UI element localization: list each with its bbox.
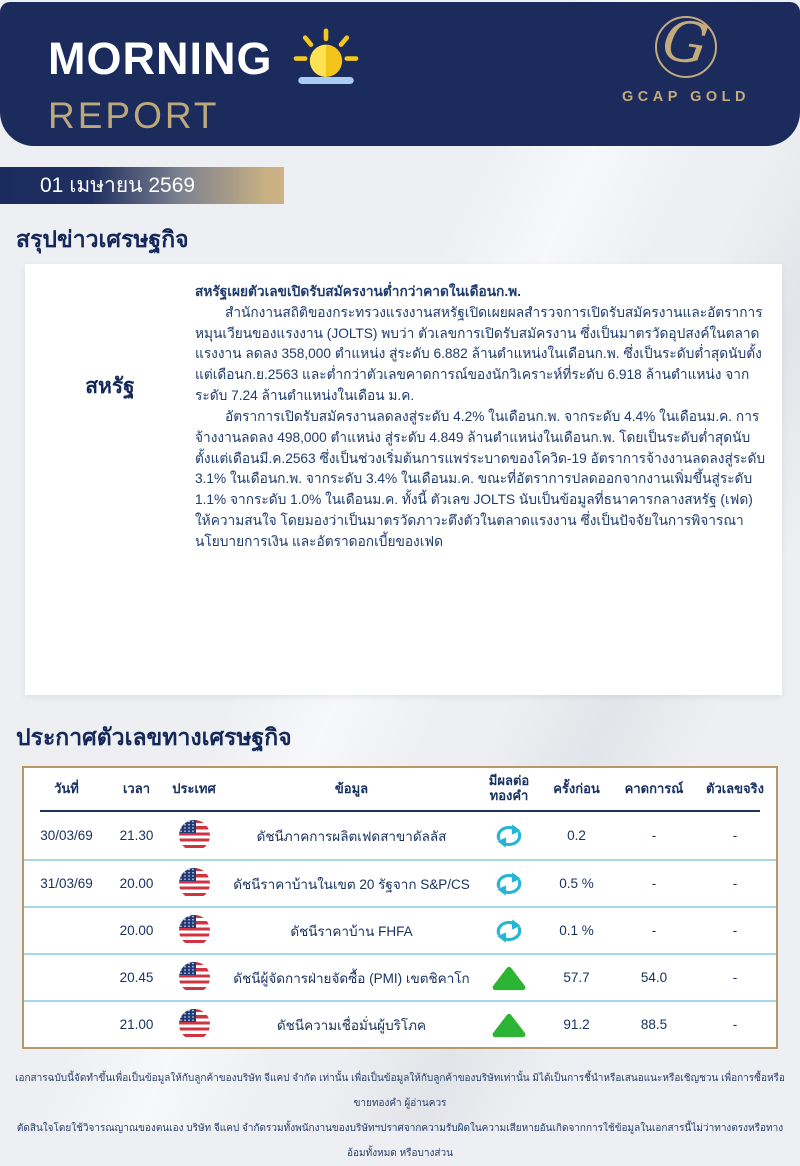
cell-country — [164, 915, 224, 946]
refresh-icon — [492, 870, 526, 898]
us-flag-icon — [179, 1009, 210, 1040]
cell-gold-effect — [479, 1010, 539, 1040]
cell-gold-effect — [479, 963, 539, 993]
cell-previous: 57.7 — [563, 970, 590, 985]
news-section-title: สรุปข่าวเศรษฐกิจ — [16, 226, 189, 252]
calendar-section-title: ประกาศตัวเลขทางเศรษฐกิจ — [16, 724, 292, 750]
us-flag-icon — [179, 962, 210, 993]
news-body — [195, 264, 782, 695]
gcap-monogram-letter: G — [658, 7, 713, 79]
cell-time: 21.00 — [119, 1017, 154, 1032]
column-header-time: เวลา — [122, 780, 150, 796]
news-paragraph-1: สำนักงานสถิติของกระทรวงแรงงานสหรัฐเปิดเผยผลสำรวจการเปิดรับสมัครงานและอัตราการหมุนเวียนของแรงงาน (JOLTS) พบว่า ตัวเลขการเปิดรับสมัครงาน ซึ่งเป็นมาตรวัดอุปสงค์ในตลาดแรงงาน ลดลง 358,000 ตำแหน่ง สู่ระดับ 6.882 ล้านตำแหน่งในเดือนก.พ. ซึ่งเป็นระดับต่ำสุดนับตั้งแต่เดือนก.ย.2563 และต่ำกว่าตัวเลขคาดการณ์ของนักวิเคราะห์ที่ระดับ 6.918 ล้านตำแหน่ง จากระดับ 7.24 ล้านตำแหน่งในเดือน ม.ค. — [195, 304, 763, 404]
report-title-line2: REPORT — [48, 95, 220, 136]
cell-previous: 0.5 % — [559, 876, 594, 891]
cell-event: ดัชนีความเชื่อมั่นผู้บริโภค — [276, 1017, 427, 1033]
gcap-monogram-icon — [655, 7, 717, 79]
cell-actual: - — [732, 828, 738, 843]
cell-date: 30/03/69 — [40, 828, 93, 843]
country-label: สหรัฐ — [85, 375, 135, 398]
refresh-icon — [492, 917, 526, 945]
report-title-line1: MORNING — [48, 32, 273, 84]
cell-forecast: - — [651, 876, 657, 891]
disclaimer — [10, 1066, 790, 1166]
cell-forecast: - — [651, 828, 657, 843]
cell-gold-effect — [479, 917, 539, 945]
cell-previous: 0.1 % — [559, 923, 594, 938]
sunrise-icon — [289, 26, 363, 91]
cell-event: ดัชนีราคาบ้าน FHFA — [290, 923, 413, 939]
cell-gold-effect — [479, 822, 539, 850]
table-row — [24, 859, 776, 906]
us-flag-icon — [179, 820, 210, 851]
cell-time: 20.00 — [119, 876, 154, 891]
cell-event: ดัชนีภาคการผลิตเฟดสาขาดัลลัส — [256, 828, 447, 844]
column-header-country: ประเทศ — [172, 780, 216, 796]
header-banner — [0, 2, 800, 146]
us-flag-icon — [179, 868, 210, 899]
report-title — [48, 26, 363, 137]
cell-actual: - — [732, 876, 738, 891]
economic-calendar-table — [22, 766, 778, 1049]
news-paragraph-2: อัตราการเปิดรับสมัครงานลดลงสู่ระดับ 4.2% ในเดือนก.พ. จากระดับ 4.4% ในเดือนม.ค. การจ้างงานลดลง 498,000 ตำแหน่ง สู่ระดับ 4.849 ล้านตำแหน่งในเดือนก.พ. โดยเป็นระดับต่ำสุดนับตั้งแต่เดือนมี.ค.2563 ซึ่งเป็นช่วงเริ่มต้นการแพร่ระบาดของโควิด-19 อัตราการจ้างงานลดลงสู่ระดับ 3.1% ในเดือนก.พ. จากระดับ 3.4% ในเดือนม.ค. ขณะที่อัตราการปลดออกจากงานเพิ่มขึ้นสู่ระดับ 1.1% จากระดับ 1.0% ในเดือนม.ค. ทั้งนี้ ตัวเลข JOLTS นับเป็นข้อมูลที่ธนาคารกลางสหรัฐ (เฟด) ให้ความสนใจ โดยมองว่าเป็นมาตรวัดภาวะตึงตัวในตลาดแรงงาน ซึ่งเป็นปัจจัยในการพิจารณานโยบายการเงิน และอัตราดอกเบี้ยของเฟด — [195, 408, 766, 549]
gcap-logo — [598, 7, 774, 105]
disclaimer-line-2: ตัดสินใจโดยใช้วิจารณญาณของตนเอง บริษัท จีแคป จำกัดรวมทั้งพนักงานของบริษัทฯปราศจากความรับผิดในความเสียหายอันเกิดจากการใช้ข้อมูลในเอกสารนี้ไม่ว่าทางตรงหรือทางอ้อมทั้งหมด หรือบางส่วน — [16, 1123, 784, 1159]
column-header-forecast: คาดการณ์ — [624, 780, 684, 796]
us-flag-icon — [179, 915, 210, 946]
column-header-actual: ตัวเลขจริง — [706, 780, 764, 796]
cell-country — [164, 868, 224, 899]
date-bar — [0, 167, 284, 204]
column-header-event: ข้อมูล — [334, 780, 369, 796]
table-row — [24, 812, 776, 859]
cell-forecast: 88.5 — [640, 1017, 668, 1032]
news-headline: สหรัฐเผยตัวเลขเปิดรับสมัครงานต่ำกว่าคาดในเดือนก.พ. — [195, 284, 521, 299]
column-header-gold-effect: มีผลต่อ ทองคำ — [488, 773, 530, 803]
cell-forecast: 54.0 — [640, 970, 668, 985]
up-triangle-icon — [491, 1010, 527, 1040]
cell-country — [164, 962, 224, 993]
table-header — [24, 768, 776, 810]
cell-actual: - — [732, 970, 738, 985]
refresh-icon — [492, 822, 526, 850]
cell-event: ดัชนีราคาบ้านในเขต 20 รัฐจาก S&P/CS — [233, 876, 470, 892]
gcap-logo-text: GCAP GOLD — [621, 89, 751, 105]
table-body — [24, 812, 776, 1047]
cell-time: 21.30 — [119, 828, 154, 843]
column-header-previous: ครั้งก่อน — [553, 780, 600, 796]
news-country-column — [25, 264, 195, 695]
disclaimer-line-1: เอกสารฉบับนี้จัดทำขึ้นเพื่อเป็นข้อมูลให้กับลูกค้าของบริษัท จีแคป จำกัด เท่านั้น เพื่อเป็นข้อมูลให้กับลูกค้าของบริษัทเท่านั้น มิได้เป็นการชี้นำหรือเสนอแนะหรือเชิญชวน เพื่อการซื้อหรือขายทองคำ ผู้อ่านควร — [15, 1073, 785, 1109]
cell-time: 20.00 — [119, 923, 154, 938]
table-row — [24, 1000, 776, 1047]
news-card — [25, 264, 782, 695]
column-header-date: วันที่ — [54, 780, 79, 796]
report-date: 01 เมษายน 2569 — [40, 174, 196, 197]
table-row — [24, 953, 776, 1000]
cell-country — [164, 1009, 224, 1040]
cell-forecast: - — [651, 923, 657, 938]
cell-actual: - — [732, 923, 738, 938]
table-row — [24, 906, 776, 953]
cell-previous: 0.2 — [567, 828, 586, 843]
cell-previous: 91.2 — [563, 1017, 590, 1032]
cell-actual: - — [732, 1017, 738, 1032]
cell-time: 20.45 — [119, 970, 154, 985]
up-triangle-icon — [491, 963, 527, 993]
cell-country — [164, 820, 224, 851]
cell-date: 31/03/69 — [40, 876, 93, 891]
cell-event: ดัชนีผู้จัดการฝ่ายจัดซื้อ (PMI) เขตชิคาโก — [233, 970, 470, 986]
cell-gold-effect — [479, 870, 539, 898]
